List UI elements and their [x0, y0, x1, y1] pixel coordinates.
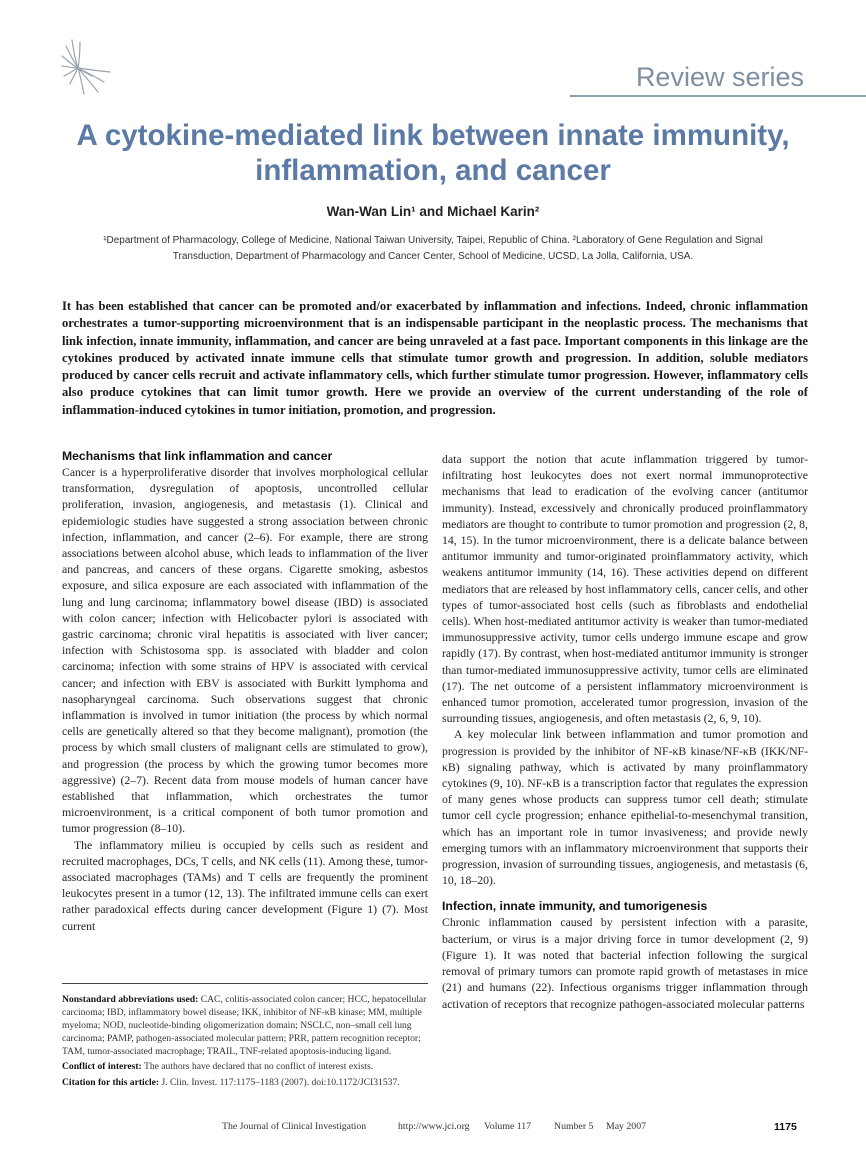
footer-url-link[interactable]: http://www.jci.org [398, 1121, 470, 1132]
footer-date: May 2007 [606, 1121, 647, 1132]
review-series-label: Review series [635, 62, 804, 92]
body-paragraph: Chronic inflammation caused by persistent infection with a parasite, bacterium, or virus is a major driving force in tumor development (2, 9) (Figure 1). It was noted that bacterial infection following the surgical removal of primary tumors can promote rapid growth of metastases in mice (21) and humans (22). Infectious organisms trigger inflammation through activation of receptors that recognize pathogen-associated molecular patterns [442, 916, 808, 1011]
conflict-text: The authors have declared that no conflict of interest exists. [143, 1061, 374, 1073]
authors: Wan-Wan Lin¹ and Michael Karin² [326, 204, 540, 219]
abbreviations-text: CAC, colitis-associated colon cancer; HCC, hepatocellular carcinoma; IBD, inflammatory bowel disease; IKK, inhibitor of NF-κB kinase; MM, multiple myeloma; NOD, nucleotide-binding oligomerization domain; NSCLC, non–small cell lung carcinoma; PAMP, pathogen-associated molecular pattern; PRR, pattern recognition receptor; TAM, tumor-associated macrophage; TRAIL, TNF-related apoptosis-inducing ligand. [62, 994, 427, 1058]
body-paragraph: A key molecular link between inflammation and tumor promotion and progression is provided by the inhibitor of NF-κB kinase/NF-κB (IKK/NF-κB) signaling pathway, which is activated by many proinflammatory cytokines (9, 10). NF-κB is a transcription factor that regulates the expression of many genes whose products can suppress tumor cell death; stimulate tumor cell cycle progression; enhance epithelial-to-mesenchymal transition, which has an important role in tumor invasiveness; and provide newly emerging tumors with an inflammatory microenvironment that supports their progression, invasion of surrounding tissues, angiogenesis, and metastasis (6, 10, 18–20). [442, 728, 808, 888]
footer-volume: Volume 117 [484, 1121, 532, 1132]
abstract: It has been established that cancer can be promoted and/or exacerbated by inflammation and infections. Indeed, chronic inflammation orchestrates a tumor-supporting microenvironment that is an indispensable participant in the neoplastic process. The mechanisms that link infection, innate immunity, inflammation, and cancer are being unraveled at a fast pace. Important components in this linkage are the cytokines produced by activated innate immune cells that stimulate tumor growth and progression. In addition, soluble mediators produced by cancer cells recruit and activate inflammatory cells, which further stimulate tumor progression. However, inflammatory cells also produce cytokines that can limit tumor growth. Here we provide an overview of the current understanding of the role of inflammation-induced cytokines in tumor initiation, promotion, and progression. [62, 299, 808, 417]
header-rule [570, 95, 866, 97]
citation-label: Citation for this article: [62, 1076, 160, 1088]
footer-journal: The Journal of Clinical Investigation [222, 1121, 367, 1132]
section-gap [442, 889, 808, 898]
section-heading-infection: Infection, innate immunity, and tumorigenesis [442, 899, 708, 914]
footnote-block [62, 983, 428, 1091]
citation-note [62, 1076, 428, 1089]
body-paragraph: data support the notion that acute inflammation triggered by tumor-infiltrating host leukocytes does not exert normal immunoprotective mechanisms that lead to eradication of the evolving cancer (antitumor immunity). Instead, excessively and chronically produced proinflammatory mediators are thought to contribute to tumor promotion and progression (2, 8, 14, 15). In the tumor microenvironment, there is a delicate balance between antitumor immunity and tumor-originated proinflammatory activity, which weakens antitumor immunity (14, 16). These activities depend on different mediators that are released by host inflammatory cells, cancer cells, and other types of tumor-associated host cells (such as fibroblasts and endothelial cells). When host-mediated antitumor activity is weaker than tumor-mediated immunosuppressive activity, tumor cells undergo immune escape and grow rapidly (17). By contrast, when host-mediated antitumor immunity is stronger than tumor-mediated immunosuppressive activity, tumor cells are eliminated (17). The net outcome of a persistent inflammatory microenvironment is enhanced tumor promotion, accelerated tumor progression, invasion of the surrounding tissues, angiogenesis, and often metastasis (2, 6, 9, 10). [442, 453, 808, 726]
body-paragraph: The inflammatory milieu is occupied by cells such as resident and recruited macrophages, DCs, T cells, and NK cells (11). Among these, tumor-associated macrophages (TAMs) and T cells are frequently the prominent leukocytes present in a tumor (12, 13). The infiltrated immune cells can exert rather paradoxical effects during cancer development (Figure 1) (7). Most current [62, 838, 428, 933]
left-column [62, 448, 428, 935]
conflict-note [62, 1060, 428, 1073]
right-column [442, 452, 808, 1013]
affiliations: ¹Department of Pharmacology, College of Medicine, National Taiwan University, Taipei, Republic of China. ²Laboratory of Gene Regulation and Signal Transduction, Department of Pharmacology and Cancer Center, School of Medicine, UCSD, La Jolla, California, USA. [103, 235, 763, 262]
body-paragraph: Cancer is a hyperproliferative disorder that involves morphological cellular transformation, dysregulation of apoptosis, uncontrolled cellular proliferation, invasion, angiogenesis, and metastasis (1). Clinical and epidemiologic studies have suggested a strong association between chronic infection, inflammation, and cancer (2–6). For example, there are strong associations between alcohol abuse, which leads to inflammation of the liver and pancreas, and cancers of these organs. Cigarette smoking, asbestos exposure, and silica exposure are each associated with inflammation of the lung and lung carcinoma; inflammatory bowel disease (IBD) is associated with colon cancer; infection with Helicobacter pylori is associated with gastric carcinoma; chronic viral hepatitis is associated with liver cancer; infection with Schistosoma spp. is associated with bladder and colon carcinoma; infection with some strains of HPV is associated with cervical cancer; and infection with EBV is associated with Burkitt lymphoma and nasopharyngeal carcinoma. Such observations suggest that chronic inflammation is involved in tumor initiation (the process by which normal cells are genetically altered so that they become malignant), promotion (the process by which small clusters of malignant cells are stimulated to grow), and progression (the process by which the growing tumor becomes more aggressive) (2–7). Recent data from mouse models of human cancer have established that inflammation, which orchestrates the tumor microenvironment, is a critical component of both tumor promotion and tumor progression (8–10). [62, 466, 428, 836]
section-heading-mechanisms: Mechanisms that link inflammation and cancer [62, 449, 333, 463]
page-number: 1175 [774, 1121, 797, 1133]
footer-number: Number 5 [554, 1121, 594, 1132]
review-series-header [570, 62, 866, 97]
abbreviations-label: Nonstandard abbreviations used: [62, 994, 199, 1005]
citation-text: J. Clin. Invest. 117:1175–1183 (2007). doi:10.1172/JCI31537. [161, 1076, 400, 1088]
conflict-label: Conflict of interest: [62, 1061, 142, 1073]
article-title: A cytokine-mediated link between innate immunity, inflammation, and cancer [76, 119, 790, 187]
abbreviations-note [62, 993, 428, 1058]
journal-logo-icon [58, 32, 116, 100]
